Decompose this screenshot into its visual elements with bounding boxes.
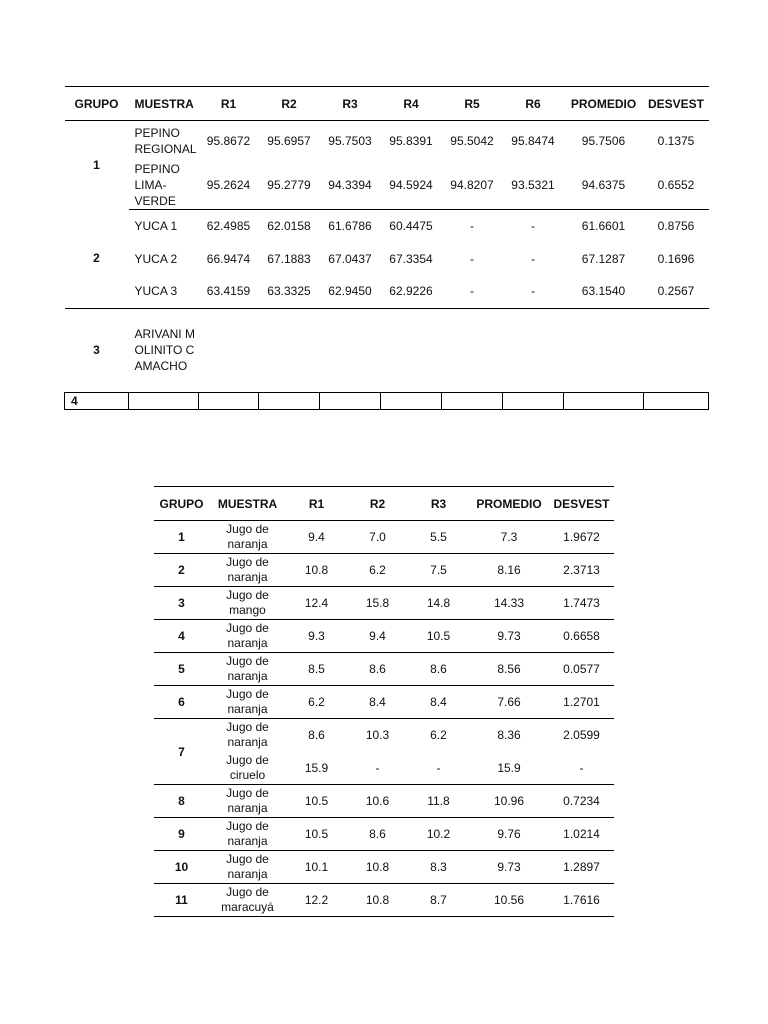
sample-cell: YUCA 1 <box>134 218 178 233</box>
group-cell: 8 <box>154 785 209 818</box>
value-cell: - <box>531 251 535 266</box>
table-row <box>154 653 614 686</box>
sample-cell: Jugo de naranja <box>209 785 286 818</box>
table-row <box>154 851 614 884</box>
header-muestra: MUESTRA <box>209 487 286 521</box>
sample-cell: Jugo de naranja <box>209 620 286 653</box>
value-cell: 95.8474 <box>511 133 555 148</box>
value-cell: 67.1287 <box>581 251 626 266</box>
r1-cell: 8.6 <box>308 728 325 743</box>
header-r5: R5 <box>442 87 503 121</box>
header-grupo: GRUPO <box>65 87 129 121</box>
desvest-cell: 1.2897 <box>549 851 614 884</box>
empty-cell <box>129 392 199 409</box>
value-cell: 0.2567 <box>644 275 709 308</box>
table-row <box>65 161 709 210</box>
empty-cell <box>564 392 644 409</box>
r1-cell: 10.5 <box>286 785 347 818</box>
table-row <box>65 392 709 409</box>
r2-cell: 8.6 <box>347 818 408 851</box>
value-cell <box>503 308 564 392</box>
header-r1: R1 <box>199 87 259 121</box>
r3-cell: 8.7 <box>408 884 469 917</box>
sample-cell: PEPINO REGIONAL <box>134 125 197 156</box>
r2-cell: 6.2 <box>347 554 408 587</box>
desvest-cell: 2.3713 <box>549 554 614 587</box>
value-cell: 0.1375 <box>657 133 695 148</box>
value-cell <box>442 308 503 392</box>
r1-cell: 9.3 <box>286 620 347 653</box>
sample-cell: Jugo de naranja <box>209 686 286 719</box>
header-desvest: DESVEST <box>644 87 709 121</box>
table-row <box>154 719 614 752</box>
header-r2: R2 <box>347 487 408 521</box>
table-row <box>154 521 614 554</box>
value-cell: 67.1883 <box>267 251 311 266</box>
table-row <box>154 686 614 719</box>
r1-cell: 9.4 <box>286 521 347 554</box>
header-r3: R3 <box>320 87 381 121</box>
r1-cell: 10.5 <box>286 818 347 851</box>
value-cell: 61.6601 <box>581 218 626 233</box>
table-row <box>154 620 614 653</box>
empty-cell <box>381 392 442 409</box>
sample-cell: Jugo de naranja <box>226 720 269 750</box>
value-cell: - <box>503 275 564 308</box>
promedio-cell: 10.96 <box>469 785 549 818</box>
table-row <box>65 275 709 308</box>
value-cell: 0.8756 <box>657 218 695 233</box>
table-row <box>154 554 614 587</box>
group-cell: 2 <box>154 554 209 587</box>
value-cell: 62.9450 <box>320 275 381 308</box>
table-row <box>154 752 614 785</box>
group-cell: 7 <box>154 719 209 785</box>
r3-cell: 8.4 <box>408 686 469 719</box>
desvest-cell: - <box>549 752 614 785</box>
group-cell: 6 <box>154 686 209 719</box>
empty-cell <box>644 392 709 409</box>
promedio-cell: 7.3 <box>469 521 549 554</box>
desvest-cell: 1.2701 <box>549 686 614 719</box>
r3-cell: 10.2 <box>408 818 469 851</box>
group-cell: 1 <box>93 158 100 172</box>
r3-cell: 5.5 <box>408 521 469 554</box>
sample-cell: Jugo de ciruelo <box>209 752 286 785</box>
sample-cell: YUCA 2 <box>134 251 178 266</box>
value-cell: 95.7506 <box>581 133 626 148</box>
r2-cell: 10.3 <box>365 728 390 743</box>
r2-cell: 10.8 <box>347 851 408 884</box>
value-cell: - <box>470 251 474 266</box>
r1-cell: 10.8 <box>286 554 347 587</box>
r3-cell: 10.5 <box>408 620 469 653</box>
table-row <box>65 308 709 392</box>
value-cell: 95.5042 <box>450 133 494 148</box>
table-row <box>154 884 614 917</box>
r3-cell: 7.5 <box>408 554 469 587</box>
group-cell: 3 <box>93 343 100 357</box>
promedio-cell: 9.73 <box>469 851 549 884</box>
promedio-cell: 10.56 <box>469 884 549 917</box>
value-cell: 62.4985 <box>206 218 251 233</box>
header-r2: R2 <box>259 87 320 121</box>
header-promedio: PROMEDIO <box>564 87 644 121</box>
r3-cell: 8.3 <box>408 851 469 884</box>
r2-cell: 8.6 <box>347 653 408 686</box>
empty-cell <box>503 392 564 409</box>
desvest-cell: 0.7234 <box>549 785 614 818</box>
r1-cell: 12.2 <box>286 884 347 917</box>
group-cell: 9 <box>154 818 209 851</box>
value-cell: 63.4159 <box>199 275 259 308</box>
sample-cell: Jugo de naranja <box>209 554 286 587</box>
r2-cell: 10.8 <box>347 884 408 917</box>
value-cell <box>644 308 709 392</box>
group-cell: 1 <box>154 521 209 554</box>
r1-cell: 8.5 <box>286 653 347 686</box>
value-cell: 95.8391 <box>389 133 433 148</box>
sample-cell: Jugo de maracuyá <box>209 884 286 917</box>
sample-cell: Jugo de naranja <box>209 818 286 851</box>
value-cell: 93.5321 <box>503 161 564 210</box>
value-cell: 95.2779 <box>259 161 320 210</box>
sample-cell: Jugo de naranja <box>209 521 286 554</box>
value-cell: 95.8672 <box>206 133 251 148</box>
group-cell: 3 <box>154 587 209 620</box>
sample-cell: ARIVANI MOLINITO CAMACHO <box>134 327 195 373</box>
value-cell: 0.6552 <box>644 161 709 210</box>
value-cell: 67.0437 <box>328 251 372 266</box>
sample-cell: Jugo de mango <box>209 587 286 620</box>
value-cell: 94.5924 <box>381 161 442 210</box>
value-cell: 95.6957 <box>267 133 311 148</box>
r3-cell: 11.8 <box>408 785 469 818</box>
sample-cell: Jugo de naranja <box>209 851 286 884</box>
table-row <box>65 209 709 242</box>
header-grupo: GRUPO <box>154 487 209 521</box>
value-cell: - <box>470 218 474 233</box>
group-cell: 2 <box>65 209 129 308</box>
value-cell <box>259 308 320 392</box>
promedio-cell: 9.73 <box>469 620 549 653</box>
desvest-cell: 0.6658 <box>549 620 614 653</box>
header-r1: R1 <box>286 487 347 521</box>
promedio-cell: 7.66 <box>469 686 549 719</box>
desvest-cell: 1.9672 <box>549 521 614 554</box>
header-desvest: DESVEST <box>549 487 614 521</box>
r2-cell: 9.4 <box>347 620 408 653</box>
value-cell: 66.9474 <box>206 251 251 266</box>
table-row <box>154 818 614 851</box>
header-muestra: MUESTRA <box>129 87 199 121</box>
empty-cell <box>259 392 320 409</box>
value-cell: 95.2624 <box>199 161 259 210</box>
value-cell: 94.8207 <box>442 161 503 210</box>
group-cell: 11 <box>154 884 209 917</box>
header-r3: R3 <box>408 487 469 521</box>
promedio-cell: 8.36 <box>497 728 521 743</box>
table-row <box>65 121 709 161</box>
empty-cell <box>199 392 259 409</box>
r2-cell: - <box>347 752 408 785</box>
r1-cell: 10.1 <box>286 851 347 884</box>
table2-header-row <box>154 487 614 521</box>
value-cell <box>320 308 381 392</box>
value-cell: 0.1696 <box>657 251 695 266</box>
empty-cell <box>442 392 503 409</box>
r3-cell: 14.8 <box>408 587 469 620</box>
group-cell: 4 <box>65 392 129 409</box>
results-table-2 <box>154 486 614 917</box>
r3-cell: - <box>408 752 469 785</box>
empty-cell <box>320 392 381 409</box>
desvest-cell: 1.7616 <box>549 884 614 917</box>
r1-cell: 6.2 <box>286 686 347 719</box>
value-cell: 67.3354 <box>389 251 433 266</box>
table1-header-row <box>65 87 709 121</box>
r1-cell: 15.9 <box>286 752 347 785</box>
r1-cell: 12.4 <box>286 587 347 620</box>
value-cell: 61.6786 <box>328 218 372 233</box>
value-cell <box>199 308 259 392</box>
header-r4: R4 <box>381 87 442 121</box>
table-row <box>154 587 614 620</box>
group-cell: 10 <box>154 851 209 884</box>
desvest-cell: 1.0214 <box>549 818 614 851</box>
header-promedio: PROMEDIO <box>469 487 549 521</box>
value-cell: - <box>531 218 535 233</box>
promedio-cell: 9.76 <box>469 818 549 851</box>
table-row <box>154 785 614 818</box>
group-cell: 5 <box>154 653 209 686</box>
r2-cell: 8.4 <box>347 686 408 719</box>
promedio-cell: 8.16 <box>469 554 549 587</box>
header-r6: R6 <box>503 87 564 121</box>
sample-cell: YUCA 3 <box>129 275 199 308</box>
promedio-cell: 15.9 <box>469 752 549 785</box>
promedio-cell: 8.56 <box>469 653 549 686</box>
value-cell: 95.7503 <box>328 133 372 148</box>
r2-cell: 15.8 <box>347 587 408 620</box>
group-cell: 4 <box>154 620 209 653</box>
value-cell: 94.6375 <box>564 161 644 210</box>
sample-cell: Jugo de naranja <box>209 653 286 686</box>
promedio-cell: 14.33 <box>469 587 549 620</box>
value-cell: 63.1540 <box>564 275 644 308</box>
desvest-cell: 1.7473 <box>549 587 614 620</box>
desvest-cell: 0.0577 <box>549 653 614 686</box>
table-row <box>65 242 709 275</box>
sample-cell: PEPINO LIMA-VERDE <box>129 161 199 210</box>
r3-cell: 8.6 <box>408 653 469 686</box>
value-cell <box>564 308 644 392</box>
value-cell: 63.3325 <box>259 275 320 308</box>
value-cell: 62.0158 <box>267 218 311 233</box>
value-cell: 60.4475 <box>389 218 433 233</box>
value-cell <box>381 308 442 392</box>
value-cell: 62.9226 <box>381 275 442 308</box>
value-cell: - <box>442 275 503 308</box>
r2-cell: 10.6 <box>347 785 408 818</box>
value-cell: 94.3394 <box>320 161 381 210</box>
results-table-1 <box>64 86 709 410</box>
desvest-cell: 2.0599 <box>563 728 600 743</box>
r2-cell: 7.0 <box>347 521 408 554</box>
r3-cell: 6.2 <box>430 728 447 743</box>
